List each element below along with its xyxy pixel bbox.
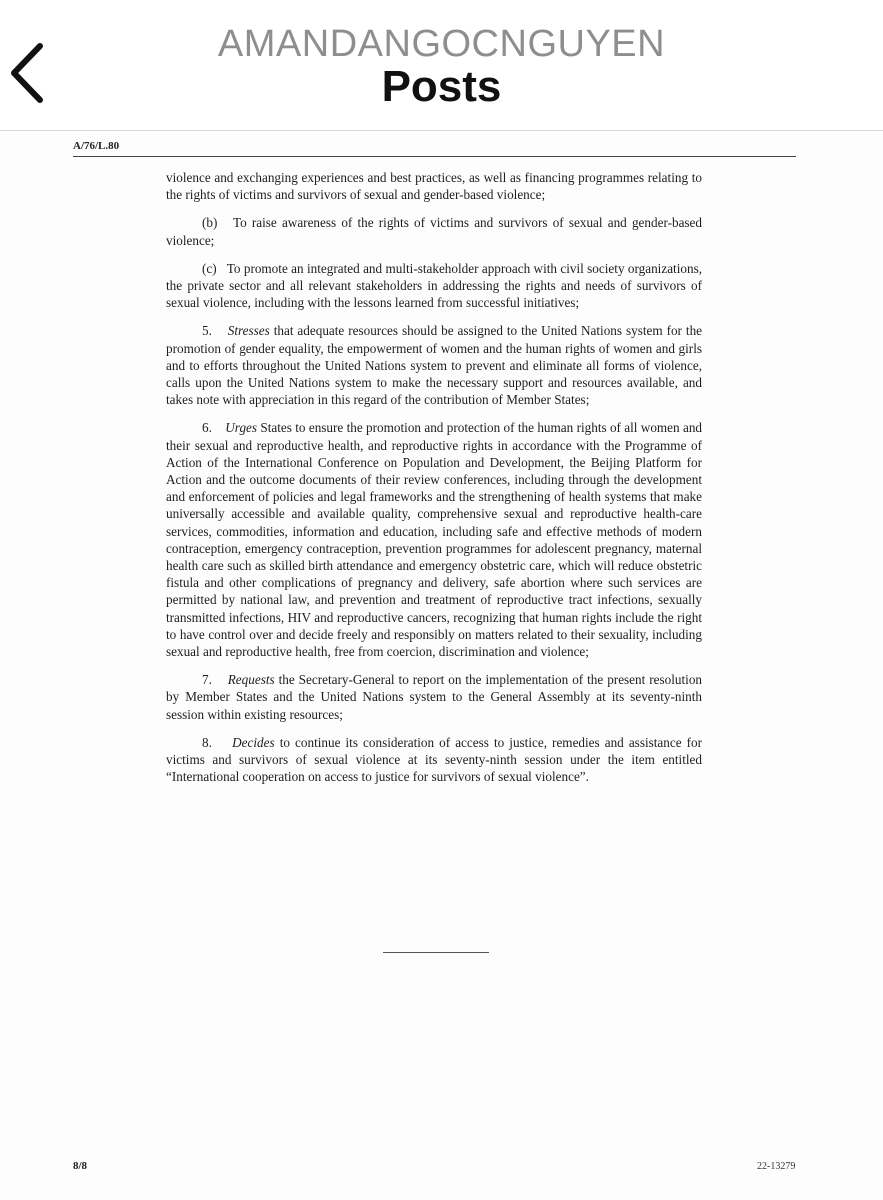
paragraph-keyword: Stresses (227, 323, 270, 339)
paragraph-text: to continue its consideration of access to justice, remedies and assistance for victims and survivors of sexual violence at its seventy-ninth session under the item entitled “International cooperation on access to justice for survivors of sexual violence”. (166, 734, 703, 785)
paragraph (166, 671, 702, 723)
paragraph-number: 7. (202, 672, 212, 688)
paragraph-number: 6. (202, 420, 212, 436)
paragraph-text: To raise awareness of the rights of victims and survivors of sexual and gender-based violence; (166, 215, 702, 248)
paragraph-text: violence and exchanging experiences and best practices, as well as financing programmes relating to the rights of victims and survivors of sexual and gender-based violence; (166, 170, 702, 203)
document-end-rule (383, 952, 489, 953)
document-body (166, 169, 702, 797)
profile-username: AMANDANGOCNGUYEN (217, 23, 666, 65)
paragraph (166, 260, 702, 312)
paragraph-keyword: Requests (227, 672, 275, 688)
document-job-number: 22-13279 (757, 1161, 796, 1172)
paragraph (166, 419, 702, 660)
post-document-image[interactable] (0, 131, 883, 1200)
paragraph-text: To promote an integrated and multi-stakeholder approach with civil society organizations, the private sector and all relevant stakeholders in addressing the rights and needs of survivors of sexual violence, including with the lessons learned from successful initiatives; (166, 260, 703, 311)
paragraph (166, 322, 702, 408)
paragraph-text: States to ensure the promotion and protection of the human rights of all women and their sexual and reproductive health, and reproductive rights in accordance with the Programme of Action of the International Conference on Population and Development, the Beijing Platform for Action and the outcome documents of their review conferences, including through the development and enforcement of policies and legal frameworks and the strengthening of health systems that make universally accessible and available quality, comprehensive sexual and reproductive health-care services, commodities, information and education, including safe and effective methods of modern contraception, emergency contraception, prevention programmes for adolescent pregnancy, maternal health care such as skilled birth attendance and emergency obstetric care, which will reduce obstetric fistula and other complications of pregnancy and delivery, safe abortion where such services are permitted by national law, and prevention and treatment of reproductive tract infections, sexually transmitted infections, HIV and reproductive cancers, recognizing that human rights include the right to have control over and decide freely and responsibly on matters related to their sexuality, including sexual and reproductive health, free from coercion, discrimination and violence; (166, 420, 703, 660)
paragraph-number: (c) (202, 260, 217, 276)
document-symbol: A/76/L.80 (73, 140, 120, 152)
app-header (0, 0, 883, 128)
paragraph-number: 8. (202, 734, 212, 750)
paragraph-number: (b) (202, 215, 218, 231)
document-top-rule (73, 156, 796, 157)
paragraph (166, 169, 702, 203)
paragraph-keyword: Decides (232, 734, 275, 750)
paragraph-text: the Secretary-General to report on the implementation of the present resolution by Member States and the United Nations system to the General Assembly at its seventy-ninth session within existing resources; (166, 672, 703, 722)
page-title: Posts (381, 62, 502, 111)
paragraph (166, 734, 702, 786)
document-page-number: 8/8 (73, 1160, 88, 1172)
paragraph-number: 5. (202, 323, 212, 339)
paragraph (166, 214, 702, 248)
paragraph-keyword: Urges (225, 420, 258, 436)
paragraph-text: that adequate resources should be assigned to the United Nations system for the promotion of gender equality, the empowerment of women and the human rights of women and girls and to efforts throughout the United Nations system to prevent and eliminate all forms of violence, calls upon the United Nations system to make the necessary support and resources available, and takes note with appreciation in this regard of the contribution of Member States; (166, 323, 703, 408)
